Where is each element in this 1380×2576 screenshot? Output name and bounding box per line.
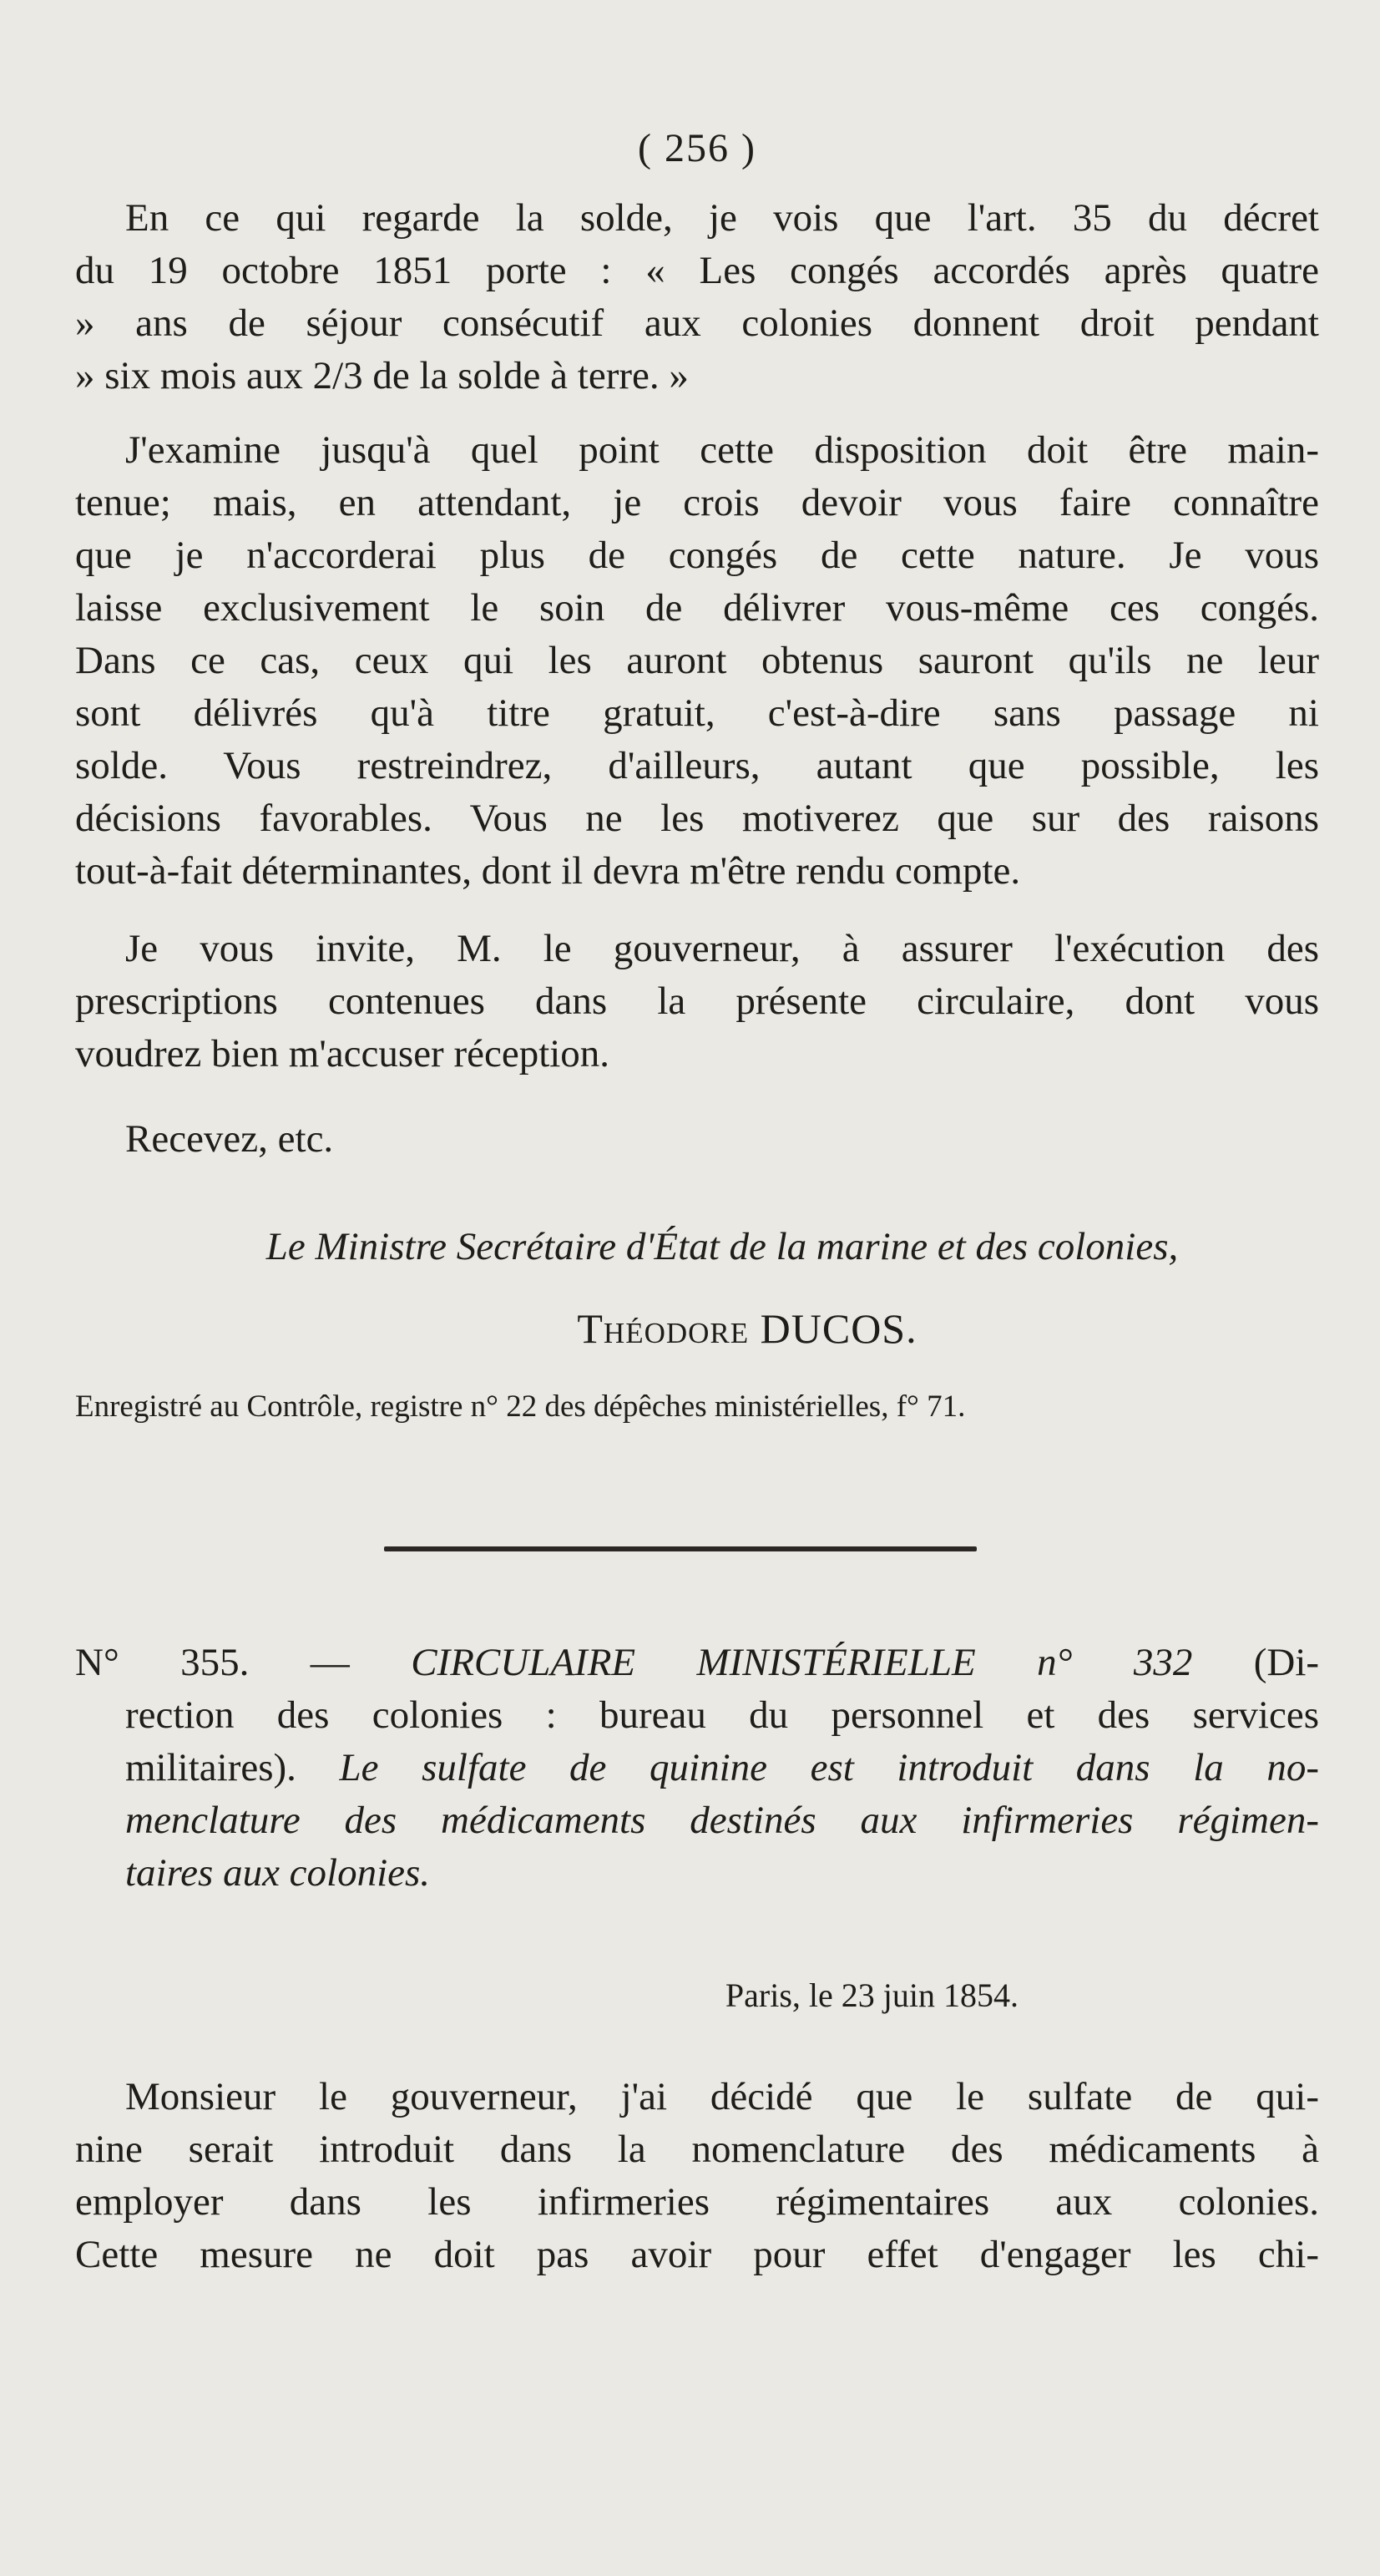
text-line: tenue; mais, en attendant, je crois devoir vous faire connaître (75, 481, 1319, 524)
circular-type: CIRCULAIRE MINISTÉRIELLE (411, 1641, 976, 1684)
circular-ref: n° 332 (1037, 1641, 1193, 1684)
closing-formula: Recevez, etc. (125, 1117, 334, 1161)
text-line: Je vous invite, M. le gouverneur, à assurer l'exécution des (125, 927, 1319, 970)
heading-militaires: militaires). (125, 1746, 296, 1789)
circular-heading (75, 1637, 1319, 1900)
signature-name (75, 1303, 1319, 1355)
registration-note: Enregistré au Contrôle, registre n° 22 des dépêches ministérielles, f° 71. (75, 1389, 966, 1424)
heading-line-1 (75, 1637, 1319, 1689)
heading-subject-start: Le sulfate de quinine est introduit dans la no- (339, 1746, 1320, 1789)
text-line: solde. Vous restreindrez, d'ailleurs, autant que possible, les (75, 744, 1319, 787)
paragraph-quinine (75, 2071, 1319, 2281)
text-line: sont délivrés qu'à titre gratuit, c'est-à-dire sans passage ni (75, 691, 1319, 735)
text-line: laisse exclusivement le soin de délivrer vous-même ces congés. (75, 586, 1319, 630)
heading-line-5: taires aux colonies. (125, 1851, 431, 1895)
text-line: » ans de séjour consécutif aux colonies donnent droit pendant (75, 301, 1319, 345)
text-line: J'examine jusqu'à quel point cette disposition doit être main- (125, 428, 1319, 472)
heading-line-4: menclature des médicaments destinés aux infirmeries régimen- (125, 1799, 1319, 1842)
text-line: que je n'accorderai plus de congés de cette nature. Je vous (75, 534, 1319, 577)
page-number: ( 256 ) (638, 126, 756, 170)
heading-line-3 (75, 1742, 1319, 1794)
text-line: Cette mesure ne doit pas avoir pour effet d'engager les chi- (75, 2233, 1319, 2276)
section-divider (384, 1546, 977, 1551)
text-line: employer dans les infirmeries régimentaires aux colonies. (75, 2180, 1319, 2224)
paragraph-execution (75, 923, 1319, 1081)
date-line: Paris, le 23 juin 1854. (725, 1976, 1019, 2014)
text-line: du 19 octobre 1851 porte : « Les congés accordés après quatre (75, 249, 1319, 292)
heading-tail: (Di- (1253, 1641, 1320, 1684)
text-line: tout-à-fait déterminantes, dont il devra m'être rendu compte. (75, 849, 1021, 893)
circular-number: N° 355. — (75, 1641, 350, 1684)
text-line: décisions favorables. Vous ne les motiverez que sur des raisons (75, 797, 1319, 840)
text-line: » six mois aux 2/3 de la solde à terre. » (75, 354, 689, 397)
signature-name-text: Théodore DUCOS. (577, 1305, 917, 1352)
heading-line-2: rection des colonies : bureau du personnel et des services (125, 1693, 1319, 1737)
text-line: voudrez bien m'accuser réception. (75, 1032, 610, 1075)
paragraph-conges (75, 424, 1319, 898)
text-line: Monsieur le gouverneur, j'ai décidé que le sulfate de qui- (125, 2075, 1319, 2118)
text-line: En ce qui regarde la solde, je vois que l'art. 35 du décret (125, 196, 1319, 240)
text-line: Dans ce cas, ceux qui les auront obtenus sauront qu'ils ne leur (75, 639, 1319, 682)
document-page (75, 0, 1319, 2576)
text-line: prescriptions contenues dans la présente circulaire, dont vous (75, 979, 1319, 1023)
paragraph-solde (75, 192, 1319, 402)
signature-title: Le Ministre Secrétaire d'État de la marine et des colonies, (265, 1225, 1179, 1268)
text-line: nine serait introduit dans la nomenclature des médicaments à (75, 2128, 1319, 2171)
